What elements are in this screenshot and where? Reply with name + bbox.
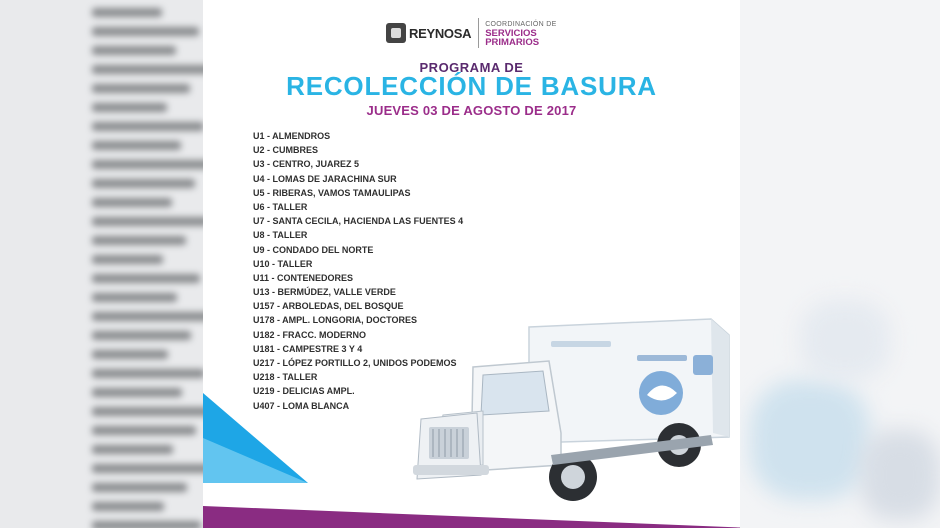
header-logos — [386, 18, 557, 48]
list-item: U4 - LOMAS DE JARACHINA SUR — [253, 173, 397, 184]
list-item: U407 - LOMA BLANCA — [253, 400, 350, 411]
logo-unit-line1: SERVICIOS — [485, 27, 537, 39]
title-line1: PROGRAMA DE — [419, 60, 524, 75]
list-item: U10 - TALLER — [253, 258, 313, 269]
logo-municipality: REYNOSA — [409, 25, 472, 41]
list-item: U217 - LÓPEZ PORTILLO 2, UNIDOS PODEMOS — [253, 358, 457, 368]
list-item: U7 - SANTA CECILA, HACIENDA LAS FUENTES 4 — [253, 216, 464, 227]
list-item: U2 - CUMBRES — [253, 145, 319, 156]
logo-divider — [478, 18, 479, 48]
page-title: RECOLECCIÓN DE BASURA — [286, 71, 657, 101]
schedule-date: JUEVES 03 DE AGOSTO DE 2017 — [366, 103, 577, 118]
list-item: U1 - ALMENDROS — [253, 131, 331, 141]
decorative-cyan-triangle — [203, 438, 308, 483]
list-item: U219 - DELICIAS AMPL. — [253, 386, 355, 397]
list-item: U178 - AMPL. LONGORIA, DOCTORES — [253, 315, 418, 326]
list-item: U5 - RIBERAS, VAMOS TAMAULIPAS — [253, 187, 411, 198]
reynosa-crest-icon — [386, 23, 406, 43]
list-item: U6 - TALLER — [253, 201, 308, 212]
list-item: U182 - FRACC. MODERNO — [253, 329, 367, 340]
list-item: U218 - TALLER — [253, 372, 318, 383]
blurred-background-right — [740, 0, 940, 528]
list-item: U9 - CONDADO DEL NORTE — [253, 244, 374, 255]
reynosa-logo — [409, 27, 471, 40]
list-item: U157 - ARBOLEDAS, DEL BOSQUE — [253, 301, 404, 312]
list-item: U181 - CAMPESTRE 3 Y 4 — [253, 343, 363, 354]
logo-unit-line2: PRIMARIOS — [485, 36, 540, 48]
blurred-background-left — [0, 0, 203, 528]
list-item: U13 - BERMÚDEZ, VALLE VERDE — [253, 287, 396, 298]
garbage-truck-icon — [411, 315, 740, 520]
logo-unit-small: COORDINACIÓN DE — [485, 20, 557, 28]
collection-schedule-poster — [203, 0, 740, 528]
list-item: U8 - TALLER — [253, 230, 308, 241]
coordination-logo — [485, 20, 556, 47]
list-item: U11 - CONTENEDORES — [253, 272, 354, 283]
list-item: U3 - CENTRO, JUAREZ 5 — [253, 159, 360, 170]
